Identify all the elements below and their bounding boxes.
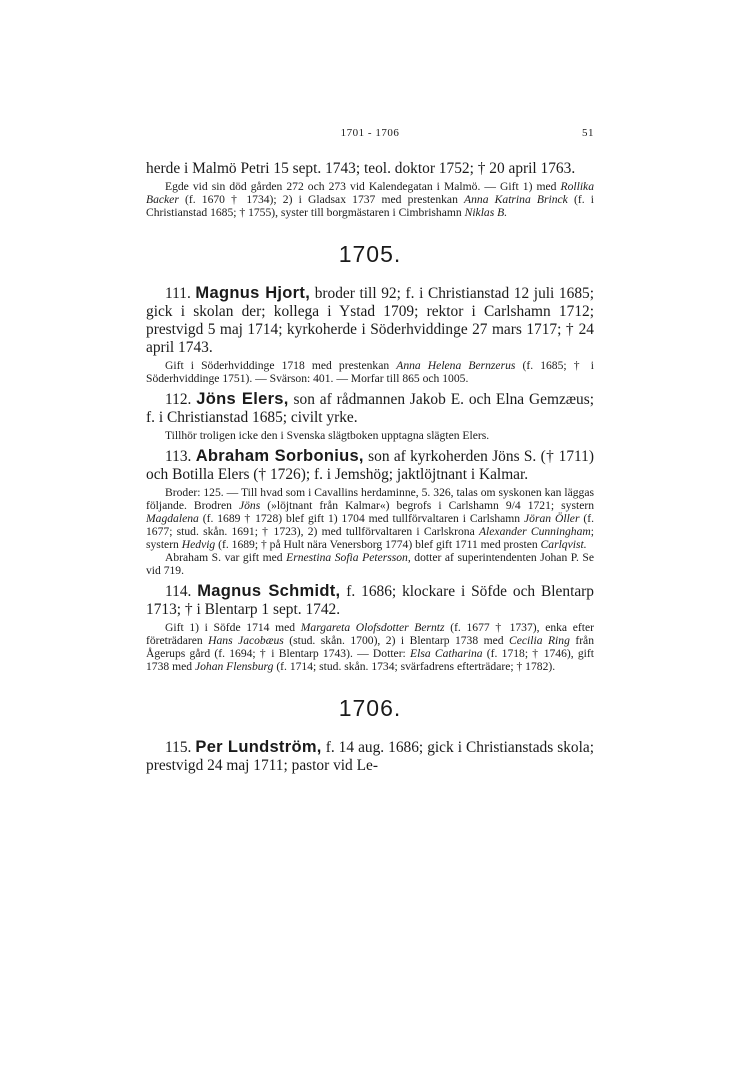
page-number: 51	[582, 127, 594, 139]
entry-number: 112.	[165, 391, 192, 408]
entry-number: 115.	[165, 739, 192, 756]
entry-112: 112. Jöns Elers, son af rådmannen Jakob E. och Elna Gemzæus; f. i Christianstad 1685; civilt yrke.	[146, 390, 594, 426]
continuation-note: Egde vid sin död gården 272 och 273 vid Kalendegatan i Malmö. — Gift 1) med Rollika Backer (f. 1670 † 1734); 2) i Gladsax 1737 med prestenkan Anna Katrina Brinck (f. i Christianstad 1685; † 1755), syster till borgmästaren i Cimbrishamn Niklas B.	[146, 180, 594, 219]
entry-113: 113. Abraham Sorbonius, son af kyrkoherden Jöns S. († 1711) och Botilla Elers († 1726); f. i Jemshög; jaktlöjtnant i Kalmar.	[146, 447, 594, 483]
running-head	[146, 127, 594, 147]
year-heading-1705: 1705.	[338, 241, 402, 267]
page-content	[146, 160, 594, 775]
person-name: Per Lundström,	[195, 738, 322, 756]
entry-113-note-2: Abraham S. var gift med Ernestina Sofia Petersson, dotter af superintendenten Johan P. Se vid 719.	[146, 551, 594, 577]
person-name: Magnus Schmidt,	[197, 582, 341, 600]
entry-114: 114. Magnus Schmidt, f. 1686; klockare i Söfde och Blentarp 1713; † i Blentarp 1 sept. 1742.	[146, 582, 594, 618]
person-name: Jöns Elers,	[196, 390, 289, 408]
year-heading-1706: 1706.	[338, 695, 402, 721]
entry-number: 114.	[165, 583, 192, 600]
year-range: 1701 - 1706	[340, 127, 400, 139]
person-name: Magnus Hjort,	[195, 284, 311, 302]
entry-111: 111. Magnus Hjort, broder till 92; f. i Christianstad 12 juli 1685; gick i skolan der; kollega i Ystad 1709; rektor i Carlshamn 1712; prestvigd 5 maj 1714; kyrkoherde i Söderhviddinge 27 mars 1717; † 24 april 1743.	[146, 284, 594, 356]
entry-number: 111.	[165, 285, 191, 302]
entry-115: 115. Per Lundström, f. 14 aug. 1686; gick i Christianstads skola; prestvigd 24 maj 1711; pastor vid Le-	[146, 738, 594, 774]
entry-number: 113.	[165, 448, 192, 465]
entry-113-note-1: Broder: 125. — Till hvad som i Cavallins herdaminne, 5. 326, talas om syskonen kan läggas följande. Brodren Jöns (»löjtnant från Kalmar«) begrofs i Carlshamn 9/4 1721; systern Magdalena (f. 1689 † 1728) blef gift 1) 1704 med tullförvaltaren i Carlshamn Jöran Öller (f. 1677; stud. skån. 1691; † 1723), 2) med tullförvaltaren i Carlskrona Alexander Cunningham; systern Hedvig (f. 1689; † på Hult nära Venersborg 1774) blef gift 1711 med prosten Carlqvist.	[146, 486, 594, 551]
entry-114-note: Gift 1) i Söfde 1714 med Margareta Olofsdotter Berntz (f. 1677 † 1737), enka efter företrädaren Hans Jacobæus (stud. skån. 1700), 2) i Blentarp 1738 med Cecilia Ring från Ågerups gård (f. 1694; † i Blentarp 1743). — Dotter: Elsa Catharina (f. 1718; † 1746), gift 1738 med Johan Flensburg (f. 1714; stud. skån. 1734; svärfadrens efterträdare; † 1782).	[146, 621, 594, 673]
entry-112-note: Tillhör troligen icke den i Svenska slägtboken upptagna slägten Elers.	[165, 429, 490, 442]
continuation-text: herde i Malmö Petri 15 sept. 1743; teol. doktor 1752; † 20 april 1763.	[146, 160, 576, 177]
entry-111-note: Gift i Söderhviddinge 1718 med prestenkan Anna Helena Bernzerus (f. 1685; † i Söderhviddinge 1751). — Svärson: 401. — Morfar till 865 och 1005.	[146, 359, 594, 385]
person-name: Abraham Sorbonius,	[195, 447, 364, 465]
